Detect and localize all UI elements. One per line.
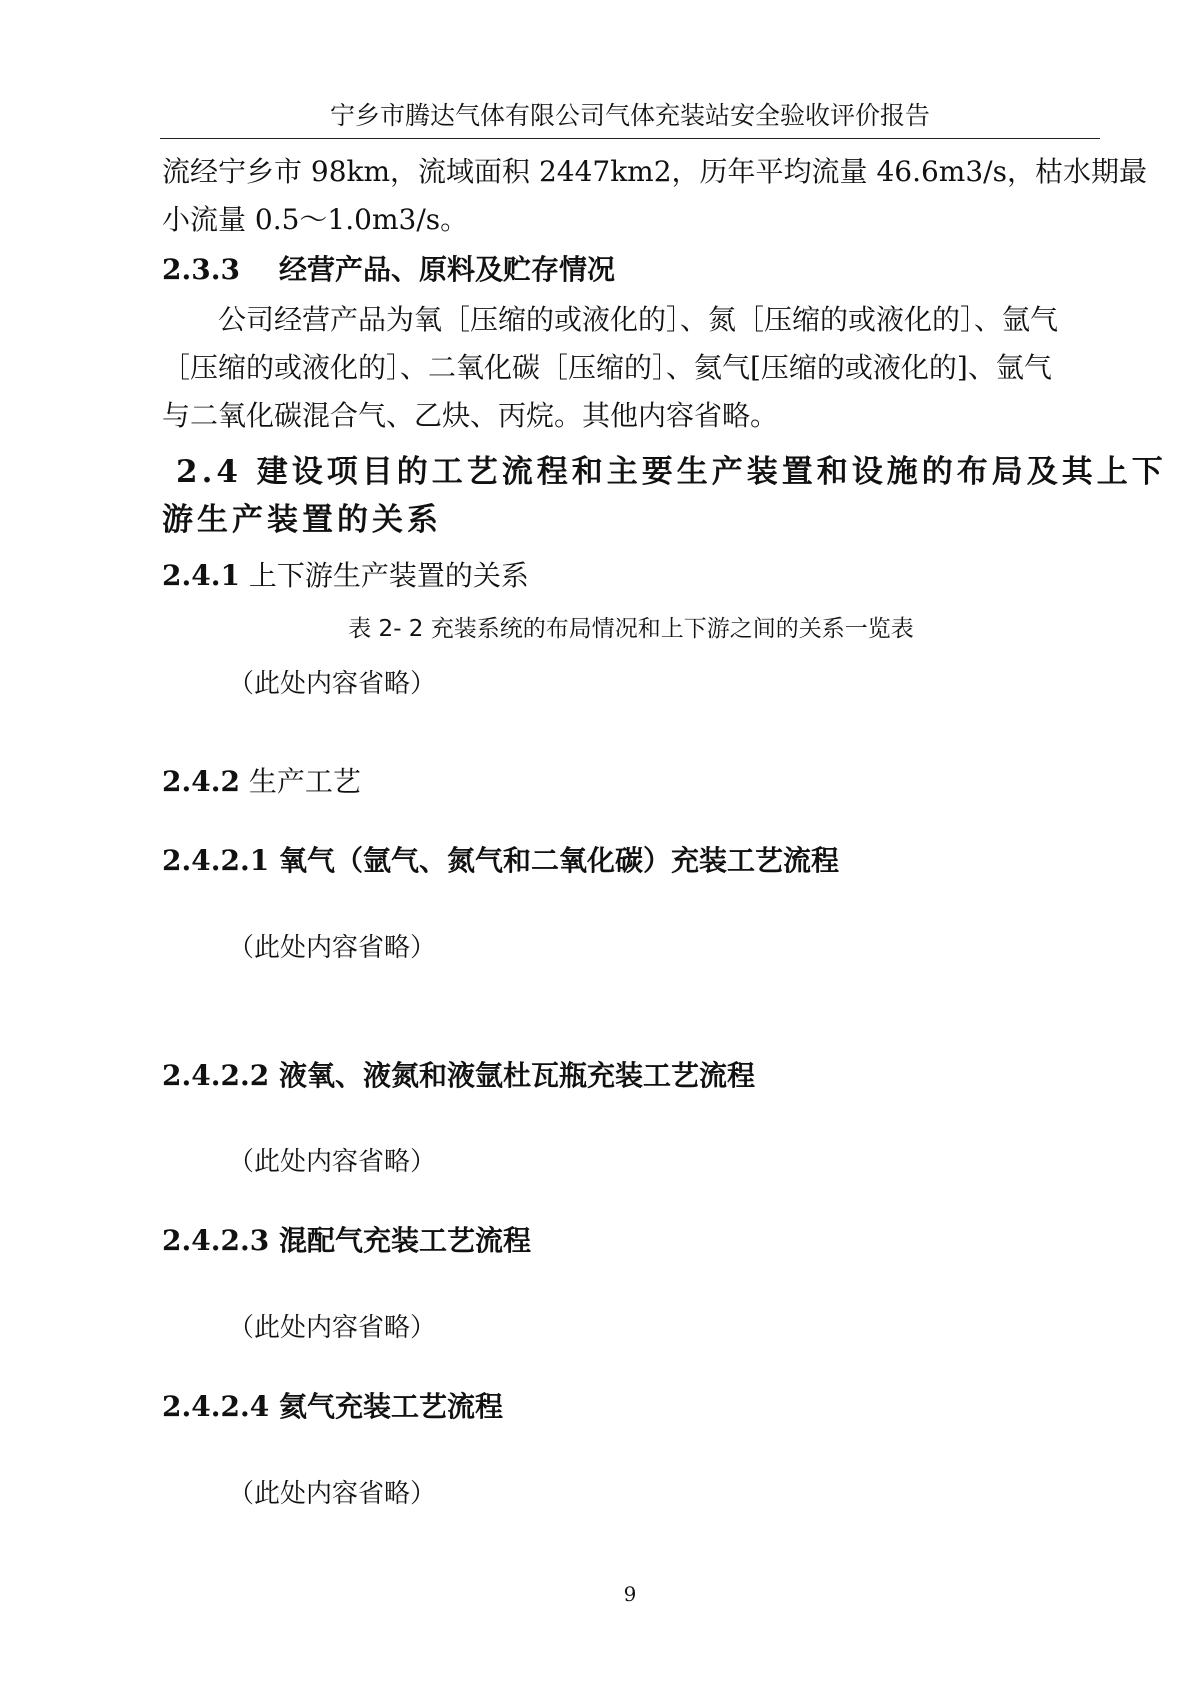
heading-2-3-3: [162, 250, 1100, 290]
heading-title: 生产工艺: [248, 765, 361, 798]
heading-number: 2.4.1: [162, 559, 240, 592]
heading-title: 氦气充装工艺流程: [278, 1390, 503, 1423]
intro-line-2: 小流量 0.5～1.0m3/s。: [162, 203, 469, 236]
heading-2-4-2-4: [162, 1387, 1100, 1427]
heading-number: 2.4.2.1: [162, 844, 270, 877]
heading-2-4: [162, 448, 1167, 544]
heading-title: 上下游生产装置的关系: [248, 559, 529, 592]
page-number: 9: [623, 1582, 637, 1606]
heading-2-4-2-3: [162, 1221, 1100, 1261]
products-line-3: 与二氧化碳混合气、乙炔、丙烷。其他内容省略。: [162, 399, 779, 432]
omitted-note: （此处内容省略）: [228, 1313, 437, 1343]
heading-2-4-2-2: [162, 1056, 1100, 1096]
intro-line-1: 流经宁乡市 98km，流域面积 2447km2，历年平均流量 46.6m3/s，枯水期最: [162, 155, 1147, 188]
heading-title: 液氧、液氮和液氩杜瓦瓶充装工艺流程: [278, 1059, 755, 1092]
heading-2-4-2-1: [162, 841, 1100, 881]
table-caption: 表 2- 2 充装系统的布局情况和上下游之间的关系一览表: [348, 616, 914, 642]
heading-number: 2.4.2.2: [162, 1059, 270, 1092]
heading-title: 氧气（氩气、氮气和二氧化碳）充装工艺流程: [278, 844, 839, 877]
omitted-note: （此处内容省略）: [228, 1479, 437, 1509]
heading-2-4-line-1: 2.4 建设项目的工艺流程和主要生产装置和设施的布局及其上下: [176, 454, 1167, 490]
heading-title: 经营产品、原料及贮存情况: [278, 253, 615, 286]
heading-2-4-2: [162, 762, 1100, 802]
heading-number: 2.3.3: [162, 253, 240, 286]
omitted-note: （此处内容省略）: [228, 669, 437, 699]
intro-paragraph: [162, 148, 1147, 244]
heading-number: 2.4.2.3: [162, 1224, 270, 1257]
omitted-note: （此处内容省略）: [228, 1147, 437, 1177]
products-line-1: 公司经营产品为氧［压缩的或液化的］、氮［压缩的或液化的］、氩气: [218, 303, 1059, 336]
products-line-2: ［压缩的或液化的］、二氧化碳［压缩的］、氦气[压缩的或液化的]、氩气: [162, 351, 1052, 384]
header-rule: [160, 138, 1100, 139]
heading-number: 2.4.2.4: [162, 1390, 270, 1423]
running-header: 宁乡市腾达气体有限公司气体充装站安全验收评价报告: [329, 101, 930, 130]
heading-2-4-line-2: 游生产装置的关系: [162, 502, 442, 538]
omitted-note: （此处内容省略）: [228, 933, 437, 963]
heading-2-4-1: [162, 556, 1100, 596]
heading-title: 混配气充装工艺流程: [278, 1224, 531, 1257]
products-paragraph: [162, 296, 1100, 440]
heading-number: 2.4.2: [162, 765, 240, 798]
